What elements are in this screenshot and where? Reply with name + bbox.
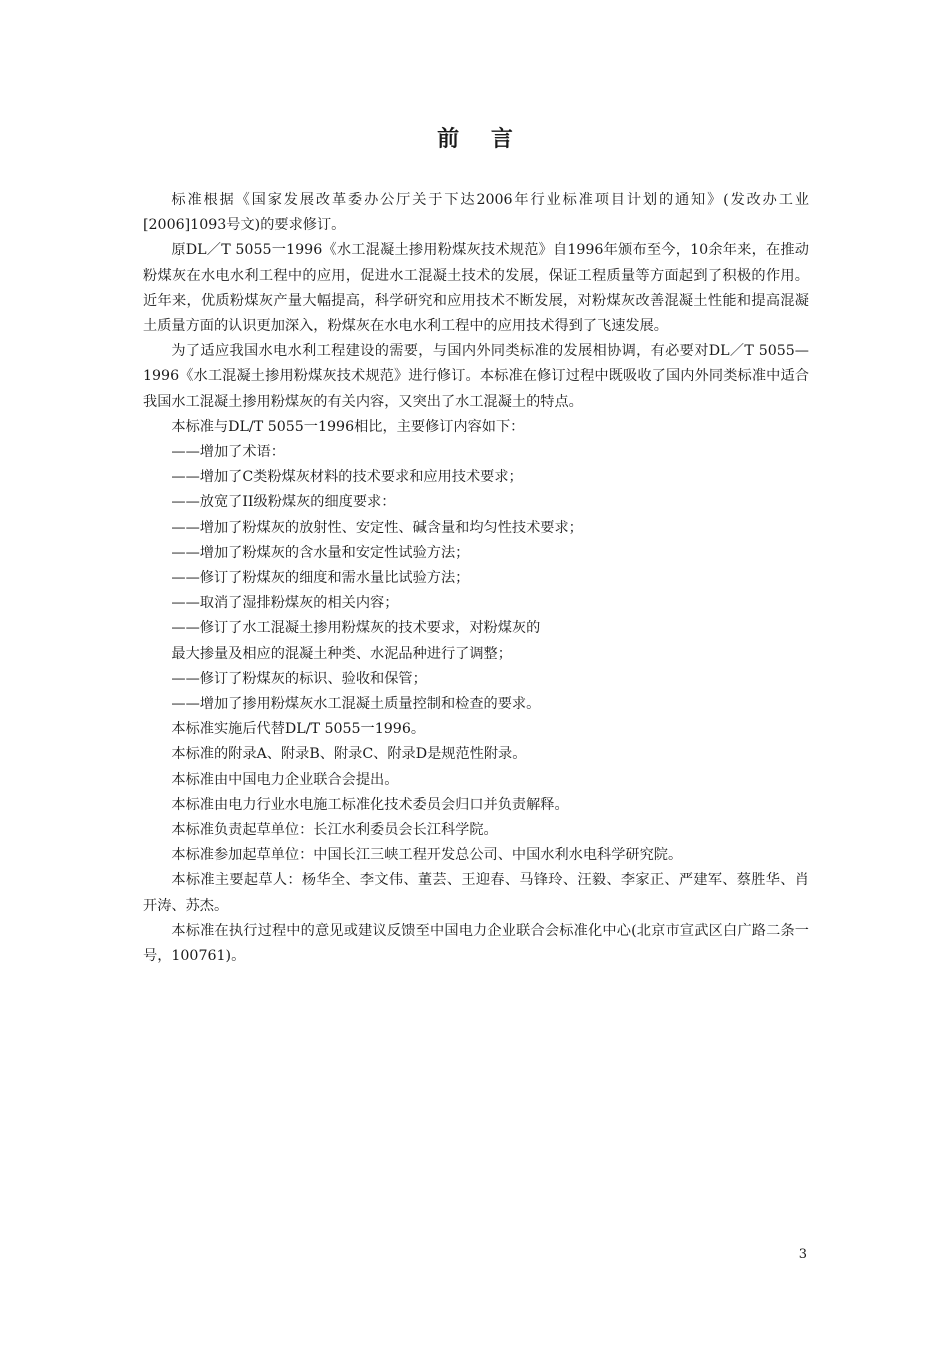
paragraph: 本标准由中国电力企业联合会提出。	[171, 771, 399, 788]
paragraph: 本标准与DL/T 5055一1996相比，主要修订内容如下：	[171, 418, 525, 435]
list-item: ——修订了粉煤灰的细度和需水量比试验方法；	[171, 570, 470, 587]
list-item: ——修订了粉煤灰的标识、验收和保管；	[171, 670, 427, 687]
paragraph: 本标准在执行过程中的意见或建议反馈至中国电力企业联合会标准化中心(北京市宣武区白广路二条一号，100761)。	[143, 922, 809, 965]
paragraph: 本标准参加起草单位：中国长江三峡工程开发总公司、中国水利水电科学研究院。	[171, 847, 683, 864]
list-item: ——修订了水工混凝土掺用粉煤灰的技术要求，对粉煤灰的	[171, 620, 541, 637]
document-body	[143, 188, 809, 969]
page-number: 3	[798, 1247, 807, 1262]
page-title: 前 言	[437, 126, 525, 152]
paragraph: 本标准主要起草人：杨华全、李文伟、董芸、王迎春、马锋玲、汪毅、李家正、严建军、蔡胜华、肖开涛、苏杰。	[143, 872, 809, 914]
paragraph: 本标准的附录A、附录B、附录C、附录D是规范性附录。	[171, 746, 527, 763]
paragraph: 本标准实施后代替DL/T 5055一1996。	[171, 721, 426, 738]
list-item: 最大掺量及相应的混凝土种类、水泥品种进行了调整；	[171, 645, 512, 662]
list-item: ——增加了粉煤灰的放射性、安定性、碱含量和均匀性技术要求；	[171, 519, 583, 536]
paragraph: 标准根据《国家发展改革委办公厅关于下达2006年行业标准项目计划的通知》(发改办工业[2006]1093号文)的要求修订。	[143, 192, 809, 234]
paragraph: 为了适应我国水电水利工程建设的需要，与国内外同类标准的发展相协调，有必要对DL／T 5055—1996《水工混凝土掺用粉煤灰技术规范》进行修订。本标准在修订过程中既吸收了国内外同类标准中适合我国水工混凝土掺用粉煤灰的有关内容，又突出了水工混凝土的特点。	[143, 343, 809, 410]
list-item: ——增加了掺用粉煤灰水工混凝土质量控制和检查的要求。	[171, 696, 541, 713]
list-item: ——增加了粉煤灰的含水量和安定性试验方法；	[171, 544, 470, 561]
list-item: ——增加了术语：	[171, 444, 285, 461]
paragraph: 原DL／T 5055一1996《水工混凝土掺用粉煤灰技术规范》自1996年颁布至今，10余年来，在推动粉煤灰在水电水利工程中的应用，促进水工混凝土技术的发展，保证工程质量等方面起到了积极的作用。近年来，优质粉煤灰产量大幅提高，科学研究和应用技术不断发展，对粉煤灰改善混凝土性能和提高混凝土质量方面的认识更加深入，粉煤灰在水电水利工程中的应用技术得到了飞速发展。	[143, 242, 809, 335]
paragraph: 本标准由电力行业水电施工标准化技术委员会归口并负责解释。	[171, 796, 569, 813]
paragraph: 本标准负责起草单位：长江水利委员会长江科学院。	[171, 822, 498, 839]
list-item: ——放宽了II级粉煤灰的细度要求：	[171, 494, 396, 511]
list-item: ——增加了C类粉煤灰材料的技术要求和应用技术要求；	[171, 469, 523, 486]
list-item: ——取消了湿排粉煤灰的相关内容；	[171, 595, 399, 612]
